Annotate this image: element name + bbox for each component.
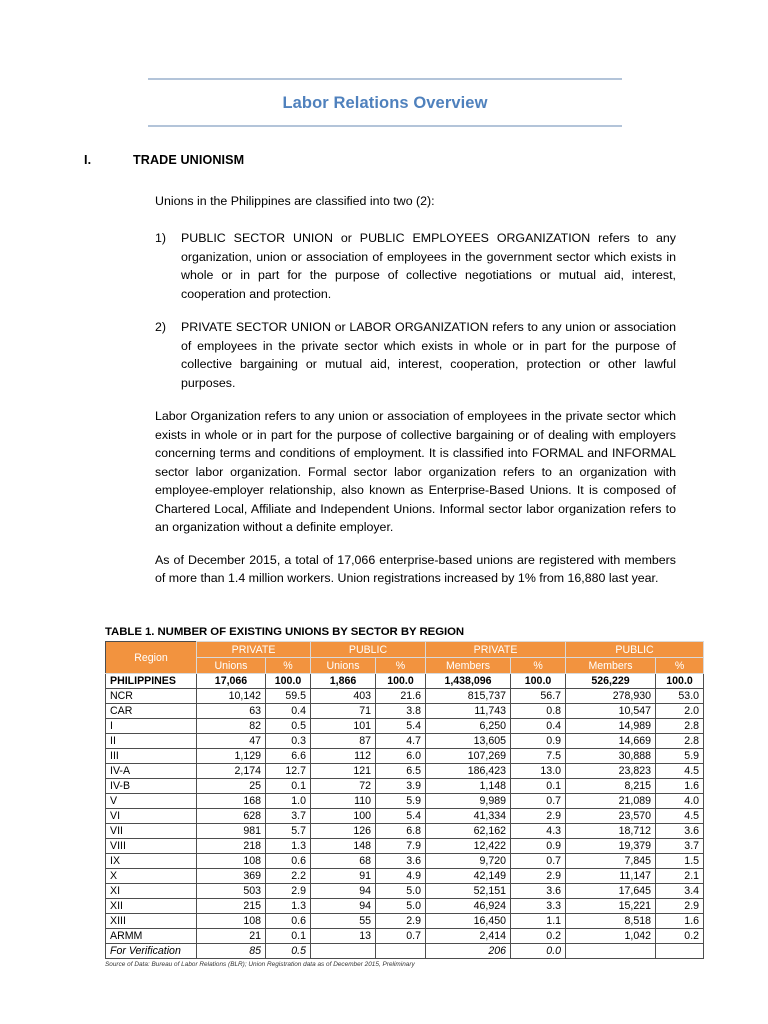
table-cell-value: 13,605	[426, 734, 511, 749]
table-cell-value: 0.4	[266, 704, 311, 719]
table-cell-value: 108	[197, 854, 266, 869]
table-cell-value: 0.6	[266, 854, 311, 869]
table-cell-value: 2.9	[266, 884, 311, 899]
table-cell-region: CAR	[106, 704, 197, 719]
table-cell-value: 9,720	[426, 854, 511, 869]
table-cell-value: 55	[311, 914, 376, 929]
table-cell-value: 278,930	[566, 689, 656, 704]
table-cell-value: 47	[197, 734, 266, 749]
table-cell-value: 1,148	[426, 779, 511, 794]
table-cell-value: 112	[311, 749, 376, 764]
table-cell-value: 100.0	[656, 674, 704, 689]
table-row	[106, 674, 704, 689]
table-cell-value: 8,215	[566, 779, 656, 794]
table-cell-value: 0.2	[656, 929, 704, 944]
table-cell-value: 100.0	[511, 674, 566, 689]
table-cell-region: V	[106, 794, 197, 809]
table-row	[106, 839, 704, 854]
table-header-public-members-pct: %	[656, 658, 704, 674]
table-section	[105, 626, 703, 968]
table-cell-value: 2.9	[376, 914, 426, 929]
table-cell-value: 0.7	[376, 929, 426, 944]
table-cell-value: 503	[197, 884, 266, 899]
table-cell-value: 0.8	[511, 704, 566, 719]
list-marker: 2)	[155, 320, 167, 335]
table-cell-value: 59.5	[266, 689, 311, 704]
table-cell-value: 5.7	[266, 824, 311, 839]
table-cell-value: 7,845	[566, 854, 656, 869]
list-item-text: PUBLIC SECTOR UNION or PUBLIC EMPLOYEES ORGANIZATION refers to any organization, union or association of employees in the government sector which exists in whole or in part for the purpose of collective negotiations or mutual aid, interest, cooperation and protection.	[181, 231, 676, 301]
table-cell-value: 10,142	[197, 689, 266, 704]
table-cell-value: 30,888	[566, 749, 656, 764]
table-cell-value: 100.0	[376, 674, 426, 689]
table-cell-value: 3.7	[656, 839, 704, 854]
table-cell-value: 218	[197, 839, 266, 854]
table-cell-value	[566, 944, 656, 959]
table-cell-value: 100	[311, 809, 376, 824]
table-cell-value: 369	[197, 869, 266, 884]
table-cell-value: 6.8	[376, 824, 426, 839]
table-header-private-members: Members	[426, 658, 511, 674]
table-cell-region: IX	[106, 854, 197, 869]
table-cell-value: 12.7	[266, 764, 311, 779]
table-cell-value: 53.0	[656, 689, 704, 704]
table-cell-value: 13	[311, 929, 376, 944]
table-row	[106, 749, 704, 764]
table-cell-region: VIII	[106, 839, 197, 854]
table-cell-value: 0.9	[511, 734, 566, 749]
table-cell-value: 21	[197, 929, 266, 944]
table-cell-region: XIII	[106, 914, 197, 929]
table-cell-value: 1,129	[197, 749, 266, 764]
table-cell-value: 0.2	[511, 929, 566, 944]
table-row	[106, 704, 704, 719]
table-cell-value: 2,414	[426, 929, 511, 944]
table-cell-value: 526,229	[566, 674, 656, 689]
table-cell-region: I	[106, 719, 197, 734]
table-cell-value: 18,712	[566, 824, 656, 839]
table-row	[106, 824, 704, 839]
table-cell-value: 0.1	[266, 779, 311, 794]
table-cell-value: 4.5	[656, 809, 704, 824]
table-header-public-members: Members	[566, 658, 656, 674]
table-header-region: Region	[106, 642, 197, 674]
table-cell-value: 3.6	[511, 884, 566, 899]
table-cell-region: PHILIPPINES	[106, 674, 197, 689]
table-cell-value: 121	[311, 764, 376, 779]
table-cell-value: 215	[197, 899, 266, 914]
table-cell-value: 206	[426, 944, 511, 959]
table-row	[106, 809, 704, 824]
table-cell-value: 100.0	[266, 674, 311, 689]
table-cell-value: 5.9	[376, 794, 426, 809]
table-cell-value: 4.3	[511, 824, 566, 839]
table-cell-value: 1.1	[511, 914, 566, 929]
table-row	[106, 929, 704, 944]
table-cell-value: 13.0	[511, 764, 566, 779]
table-cell-value	[311, 944, 376, 959]
table-cell-value: 1,042	[566, 929, 656, 944]
table-cell-value: 14,989	[566, 719, 656, 734]
table-cell-value: 1.0	[266, 794, 311, 809]
table-cell-region: For Verification	[106, 944, 197, 959]
table-cell-value: 21,089	[566, 794, 656, 809]
table-cell-value: 3.7	[266, 809, 311, 824]
table-cell-value: 110	[311, 794, 376, 809]
table-cell-value: 1.3	[266, 839, 311, 854]
table-cell-value: 2.1	[656, 869, 704, 884]
list-item-text: PRIVATE SECTOR UNION or LABOR ORGANIZATION refers to any union or association of employees in the private sector which exists in whole or in part for the purpose of collective bargaining or mutual aid, interest, cooperation, protection or other lawful purposes.	[181, 320, 676, 390]
table-cell-value: 3.9	[376, 779, 426, 794]
table-cell-value	[376, 944, 426, 959]
table-cell-value: 2.8	[656, 719, 704, 734]
table-cell-value: 101	[311, 719, 376, 734]
table-cell-value: 62,162	[426, 824, 511, 839]
list-item	[155, 318, 676, 392]
table-header-group-private-unions: PRIVATE	[197, 642, 311, 658]
table-cell-region: X	[106, 869, 197, 884]
table-row	[106, 899, 704, 914]
table-cell-value: 403	[311, 689, 376, 704]
table-cell-value: 5.9	[656, 749, 704, 764]
table-cell-value: 11,743	[426, 704, 511, 719]
table-cell-value: 4.7	[376, 734, 426, 749]
table-header-public-unions-pct: %	[376, 658, 426, 674]
table-cell-region: III	[106, 749, 197, 764]
lead-paragraph: Unions in the Philippines are classified into two (2):	[155, 194, 435, 208]
table-cell-value: 2.9	[511, 869, 566, 884]
table-cell-region: VII	[106, 824, 197, 839]
table-header-group-private-members: PRIVATE	[426, 642, 566, 658]
table-cell-value: 91	[311, 869, 376, 884]
title-block	[148, 78, 622, 127]
table-cell-value: 2.0	[656, 704, 704, 719]
table-row	[106, 944, 704, 959]
section-numeral: I.	[84, 153, 92, 167]
table-cell-value: 0.7	[511, 794, 566, 809]
table-cell-value: 6.5	[376, 764, 426, 779]
page-title: Labor Relations Overview	[282, 94, 488, 112]
table-row	[106, 734, 704, 749]
table-cell-value: 23,823	[566, 764, 656, 779]
table-cell-value: 0.5	[266, 944, 311, 959]
table-cell-value: 3.8	[376, 704, 426, 719]
table-cell-region: VI	[106, 809, 197, 824]
table-cell-value: 82	[197, 719, 266, 734]
list-marker: 1)	[155, 231, 167, 246]
table-head	[106, 642, 704, 674]
table-cell-value: 4.0	[656, 794, 704, 809]
table-cell-value: 23,570	[566, 809, 656, 824]
table-cell-value: 46,924	[426, 899, 511, 914]
table-cell-value: 4.5	[656, 764, 704, 779]
table-cell-value: 5.4	[376, 719, 426, 734]
paragraph-labor-organization: Labor Organization refers to any union or association of employees in the private sector which exists in whole or in part for the purpose of collective bargaining or of dealing with employers concerning terms and conditions of employment. It is classified into FORMAL and INFORMAL sector labor organization. Formal sector labor organization refers to an organization with employee-employer relationship, also known as Enterprise-Based Unions. It is composed of Chartered Local, Affiliate and Independent Unions. Informal sector labor organization refers to an organization without a definite employer.	[155, 409, 676, 535]
table-cell-value: 981	[197, 824, 266, 839]
table-row	[106, 869, 704, 884]
table-header-group-row	[106, 642, 704, 658]
table-cell-value: 25	[197, 779, 266, 794]
table-row	[106, 719, 704, 734]
table-cell-value: 1.5	[656, 854, 704, 869]
table-cell-value: 12,422	[426, 839, 511, 854]
table-cell-value: 94	[311, 884, 376, 899]
table-cell-value: 7.9	[376, 839, 426, 854]
table-cell-value: 2.9	[656, 899, 704, 914]
table-cell-value: 19,379	[566, 839, 656, 854]
section-heading	[84, 153, 244, 167]
table-cell-value: 1,438,096	[426, 674, 511, 689]
table-row	[106, 779, 704, 794]
table-cell-value: 1,866	[311, 674, 376, 689]
table-cell-value: 5.4	[376, 809, 426, 824]
table-cell-value: 0.9	[511, 839, 566, 854]
table-cell-value: 0.0	[511, 944, 566, 959]
table-cell-value	[656, 944, 704, 959]
table-cell-value: 16,450	[426, 914, 511, 929]
table-row	[106, 689, 704, 704]
table-cell-value: 3.4	[656, 884, 704, 899]
table-cell-value: 52,151	[426, 884, 511, 899]
table-cell-value: 628	[197, 809, 266, 824]
table-cell-value: 41,334	[426, 809, 511, 824]
table-cell-value: 3.6	[376, 854, 426, 869]
table-cell-value: 0.1	[266, 929, 311, 944]
table-cell-region: II	[106, 734, 197, 749]
unions-by-sector-table	[105, 641, 704, 959]
table-cell-value: 8,518	[566, 914, 656, 929]
table-header-private-members-pct: %	[511, 658, 566, 674]
table-cell-value: 6.0	[376, 749, 426, 764]
table-cell-value: 186,423	[426, 764, 511, 779]
table-row	[106, 764, 704, 779]
table-cell-value: 2.2	[266, 869, 311, 884]
table-cell-value: 2.9	[511, 809, 566, 824]
table-cell-value: 1.6	[656, 779, 704, 794]
table-cell-region: XII	[106, 899, 197, 914]
table-header-private-unions-pct: %	[266, 658, 311, 674]
table-cell-value: 5.0	[376, 899, 426, 914]
section-heading-label: TRADE UNIONISM	[133, 153, 245, 167]
table-cell-value: 0.7	[511, 854, 566, 869]
title-rule-bottom	[148, 125, 622, 127]
table-cell-value: 72	[311, 779, 376, 794]
table-cell-value: 0.1	[511, 779, 566, 794]
table-cell-region: IV-A	[106, 764, 197, 779]
table-cell-value: 2.8	[656, 734, 704, 749]
table-cell-value: 3.6	[656, 824, 704, 839]
table-row	[106, 914, 704, 929]
table-cell-value: 94	[311, 899, 376, 914]
table-cell-region: ARMM	[106, 929, 197, 944]
table-title: TABLE 1. NUMBER OF EXISTING UNIONS BY SECTOR BY REGION	[105, 626, 465, 638]
table-cell-region: XI	[106, 884, 197, 899]
table-cell-value: 68	[311, 854, 376, 869]
paragraph-december-2015: As of December 2015, a total of 17,066 enterprise-based unions are registered with members of more than 1.4 million workers. Union registrations increased by 1% from 16,880 last year.	[155, 552, 676, 586]
table-row	[106, 854, 704, 869]
table-header-private-unions: Unions	[197, 658, 266, 674]
table-cell-value: 7.5	[511, 749, 566, 764]
table-cell-value: 2,174	[197, 764, 266, 779]
table-cell-value: 3.3	[511, 899, 566, 914]
table-cell-value: 148	[311, 839, 376, 854]
table-cell-value: 1.6	[656, 914, 704, 929]
table-cell-value: 0.3	[266, 734, 311, 749]
table-cell-value: 17,066	[197, 674, 266, 689]
table-cell-value: 6,250	[426, 719, 511, 734]
table-cell-value: 4.9	[376, 869, 426, 884]
table-cell-value: 815,737	[426, 689, 511, 704]
table-cell-value: 1.3	[266, 899, 311, 914]
table-cell-value: 168	[197, 794, 266, 809]
table-cell-value: 0.6	[266, 914, 311, 929]
table-body	[106, 674, 704, 959]
table-cell-value: 21.6	[376, 689, 426, 704]
table-header-group-public-members: PUBLIC	[566, 642, 704, 658]
table-cell-value: 107,269	[426, 749, 511, 764]
table-cell-value: 11,147	[566, 869, 656, 884]
table-cell-value: 85	[197, 944, 266, 959]
table-cell-region: NCR	[106, 689, 197, 704]
body-content	[155, 192, 676, 602]
table-cell-region: IV-B	[106, 779, 197, 794]
table-cell-value: 87	[311, 734, 376, 749]
table-source-note: Source of Data: Bureau of Labor Relations (BLR); Union Registration data as of December 2015, Preliminary	[105, 961, 415, 968]
table-cell-value: 0.5	[266, 719, 311, 734]
table-cell-value: 15,221	[566, 899, 656, 914]
table-cell-value: 14,669	[566, 734, 656, 749]
table-cell-value: 56.7	[511, 689, 566, 704]
table-cell-value: 42,149	[426, 869, 511, 884]
table-row	[106, 884, 704, 899]
list-item	[155, 229, 676, 303]
table-cell-value: 6.6	[266, 749, 311, 764]
table-cell-value: 17,645	[566, 884, 656, 899]
table-cell-value: 10,547	[566, 704, 656, 719]
table-header-group-public-unions: PUBLIC	[311, 642, 426, 658]
table-cell-value: 126	[311, 824, 376, 839]
table-cell-value: 108	[197, 914, 266, 929]
table-cell-value: 5.0	[376, 884, 426, 899]
table-cell-value: 63	[197, 704, 266, 719]
table-row	[106, 794, 704, 809]
table-header-public-unions: Unions	[311, 658, 376, 674]
table-cell-value: 0.4	[511, 719, 566, 734]
table-cell-value: 9,989	[426, 794, 511, 809]
table-cell-value: 71	[311, 704, 376, 719]
